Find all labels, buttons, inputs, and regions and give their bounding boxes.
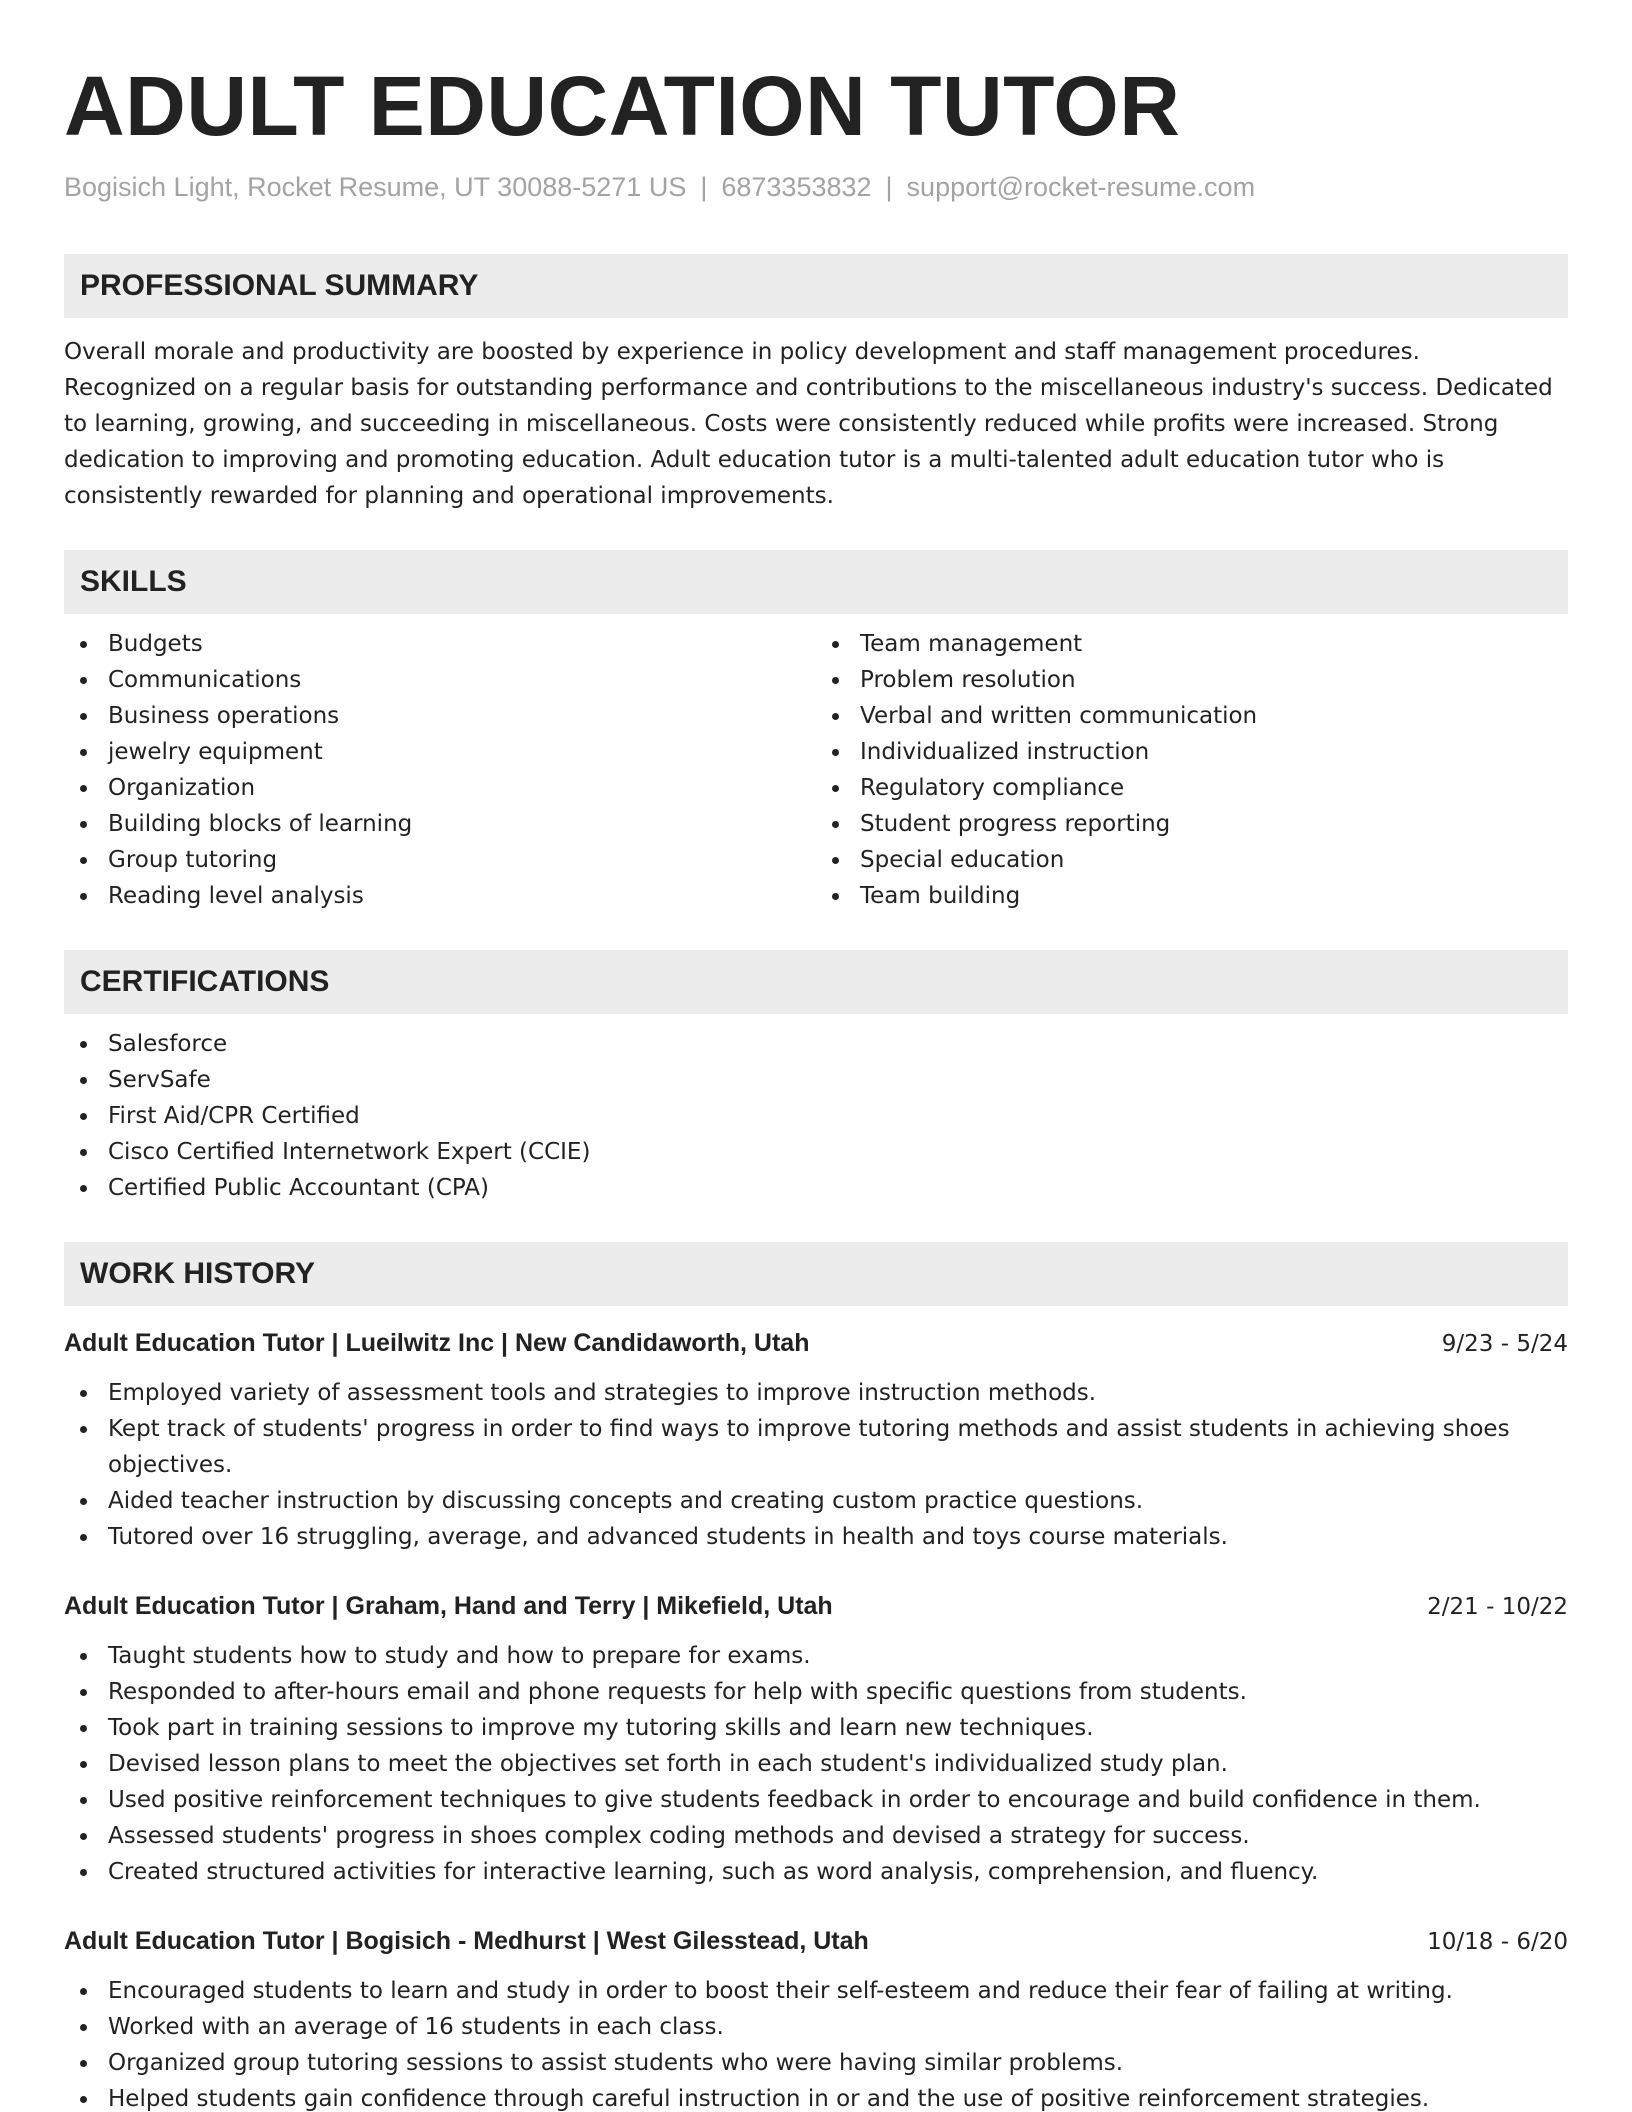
job-duty: Aided teacher instruction by discussing concepts and creating custom practice questions.	[64, 1483, 1568, 1519]
job-title: Adult Education Tutor | Lueilwitz Inc | New Candidaworth, Utah	[64, 1329, 810, 1357]
skills-list-right	[816, 626, 1568, 914]
skill-item: Regulatory compliance	[816, 770, 1568, 806]
job-title: Adult Education Tutor | Graham, Hand and Terry | Mikefield, Utah	[64, 1592, 833, 1620]
job-dates: 10/18 - 6/20	[1427, 1929, 1568, 1955]
skill-item: Business operations	[64, 698, 816, 734]
job-header	[64, 1589, 1568, 1624]
contact-separator: |	[700, 172, 708, 202]
contact-address: Bogisich Light, Rocket Resume, UT 30088-5271 US	[64, 172, 687, 202]
skill-item: Group tutoring	[64, 842, 816, 878]
skill-item: jewelry equipment	[64, 734, 816, 770]
skills-list-left	[64, 626, 816, 914]
contact-email: support@rocket-resume.com	[906, 172, 1256, 202]
skill-item: Problem resolution	[816, 662, 1568, 698]
contact-phone: 6873353832	[721, 172, 872, 202]
job-header	[64, 1326, 1568, 1361]
job-duty: Tutored over 16 struggling, average, and advanced students in health and toys course materials.	[64, 1519, 1568, 1555]
certification-item: Salesforce	[64, 1026, 1568, 1062]
skill-item: Individualized instruction	[816, 734, 1568, 770]
contact-line	[64, 170, 1568, 204]
job-duties	[64, 1973, 1568, 2112]
job-duty: Used positive reinforcement techniques to give students feedback in order to encourage and build confidence in them.	[64, 1782, 1568, 1818]
job-duties	[64, 1638, 1568, 1890]
job-duties	[64, 1375, 1568, 1555]
job-duty: Encouraged students to learn and study in order to boost their self-esteem and reduce their fear of failing at writing.	[64, 1973, 1568, 2009]
job-duty: Kept track of students' progress in order to find ways to improve tutoring methods and assist students in achieving shoes objectives.	[64, 1411, 1568, 1483]
certification-item: First Aid/CPR Certified	[64, 1098, 1568, 1134]
summary-section	[64, 254, 1568, 514]
contact-separator: |	[885, 172, 893, 202]
job-duty: Worked with an average of 16 students in each class.	[64, 2009, 1568, 2045]
job-duty: Assessed students' progress in shoes complex coding methods and devised a strategy for success.	[64, 1818, 1568, 1854]
summary-text: Overall morale and productivity are boosted by experience in policy development and staff management procedures. Recognized on a regular basis for outstanding performance and contributions to the miscellaneous industry's success. Dedicated to learning, growing, and succeeding in miscellaneous. Costs were consistently reduced while profits were increased. Strong dedication to improving and promoting education. Adult education tutor is a multi-talented adult education tutor who is consistently rewarded for planning and operational improvements.	[64, 339, 1553, 509]
job-duty: Employed variety of assessment tools and strategies to improve instruction methods.	[64, 1375, 1568, 1411]
summary-heading: PROFESSIONAL SUMMARY	[64, 254, 1568, 318]
certification-item: ServSafe	[64, 1062, 1568, 1098]
skills-grid	[64, 626, 1568, 914]
job-header	[64, 1924, 1568, 1959]
work-history-heading: WORK HISTORY	[64, 1242, 1568, 1306]
skill-item: Team building	[816, 878, 1568, 914]
job-entry	[64, 1326, 1568, 1555]
job-duty: Taught students how to study and how to prepare for exams.	[64, 1638, 1568, 1674]
work-history-section	[64, 1242, 1568, 2112]
job-entry	[64, 1589, 1568, 1890]
skill-item: Team management	[816, 626, 1568, 662]
skill-item: Student progress reporting	[816, 806, 1568, 842]
job-title: Adult Education Tutor | Bogisich - Medhurst | West Gilesstead, Utah	[64, 1927, 869, 1955]
job-entry	[64, 1924, 1568, 2112]
certification-item: Certified Public Accountant (CPA)	[64, 1170, 1568, 1206]
job-duty: Helped students gain confidence through careful instruction in or and the use of positive reinforcement strategies.	[64, 2081, 1568, 2112]
skills-section	[64, 550, 1568, 914]
skill-item: Budgets	[64, 626, 816, 662]
certification-item: Cisco Certified Internetwork Expert (CCIE)	[64, 1134, 1568, 1170]
candidate-name: ADULT EDUCATION TUTOR	[64, 59, 1181, 153]
skill-item: Special education	[816, 842, 1568, 878]
job-duty: Created structured activities for interactive learning, such as word analysis, comprehension, and fluency.	[64, 1854, 1568, 1890]
job-duty: Organized group tutoring sessions to assist students who were having similar problems.	[64, 2045, 1568, 2081]
certifications-list	[64, 1026, 1568, 1206]
skill-item: Organization	[64, 770, 816, 806]
job-duty: Took part in training sessions to improve my tutoring skills and learn new techniques.	[64, 1710, 1568, 1746]
job-duty: Responded to after-hours email and phone requests for help with specific questions from students.	[64, 1674, 1568, 1710]
skill-item: Reading level analysis	[64, 878, 816, 914]
skill-item: Verbal and written communication	[816, 698, 1568, 734]
job-duty: Devised lesson plans to meet the objectives set forth in each student's individualized study plan.	[64, 1746, 1568, 1782]
skill-item: Communications	[64, 662, 816, 698]
job-dates: 2/21 - 10/22	[1427, 1594, 1568, 1620]
skill-item: Building blocks of learning	[64, 806, 816, 842]
certifications-heading: CERTIFICATIONS	[64, 950, 1568, 1014]
job-dates: 9/23 - 5/24	[1441, 1331, 1568, 1357]
certifications-section	[64, 950, 1568, 1206]
skills-heading: SKILLS	[64, 550, 1568, 614]
